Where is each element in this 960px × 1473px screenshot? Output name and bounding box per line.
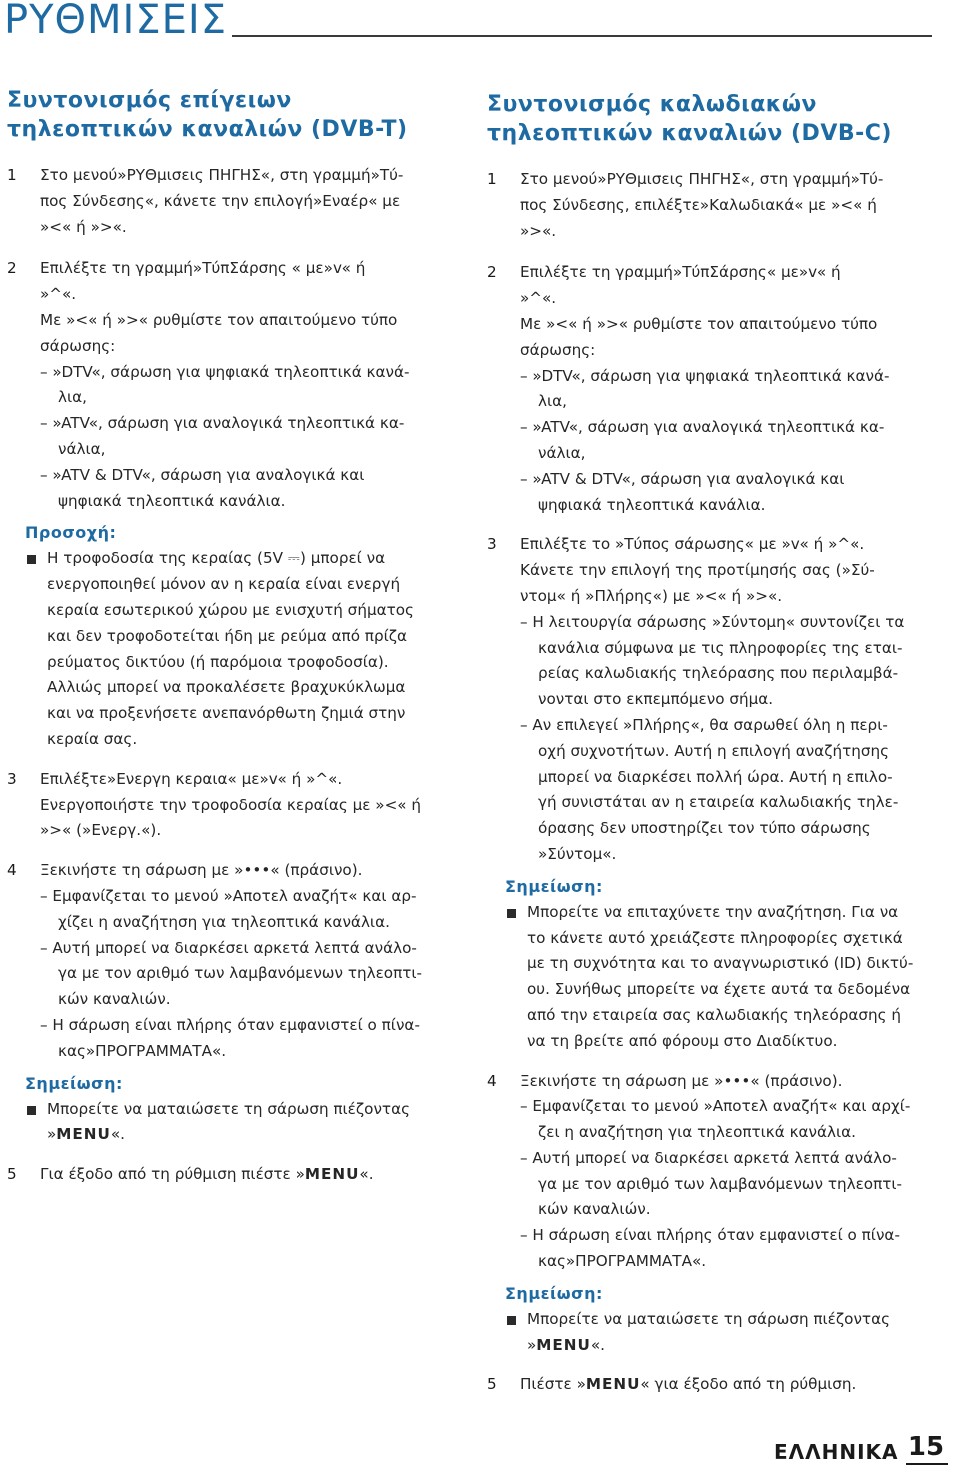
- text-fragment: «.: [590, 1335, 605, 1354]
- text-line: »^«.: [40, 285, 77, 304]
- text-line: [47, 1122, 452, 1148]
- text-line: και δεν τροφοδοτείται ήδη με ρεύμα από πρίζα: [47, 626, 408, 645]
- dash-item-cont: κών καναλιών.: [58, 990, 171, 1009]
- text-line: από την εταιρεία σας καλωδιακής τηλεόρασης ή: [527, 1005, 902, 1024]
- text-line: ενεργοποιηθεί μόνον αν η κεραία είναι ενεργή: [47, 575, 401, 594]
- step-number: 4: [7, 861, 17, 880]
- section-title-dvbc: [487, 90, 935, 148]
- step-2: [7, 256, 452, 514]
- text-line: ρεύματος δικτύου (ή παρόμοια τροφοδοσία).: [47, 652, 389, 671]
- dash-item: – Η λειτουργία σάρωσης »Σύντομη« συντονίζει τα: [520, 612, 905, 631]
- page-number: 15: [907, 1432, 945, 1462]
- dash-item-cont: ζει η αναζήτηση για τηλεοπτικά κανάλια.: [538, 1123, 856, 1142]
- dash-item: – »ATV«, σάρωση για αναλογικά τηλεοπτικά κα-: [520, 418, 885, 437]
- text-line: »<« ή »>«.: [40, 217, 127, 236]
- dash-item: – »ATV & DTV«, σάρωση για αναλογικά και: [40, 465, 365, 484]
- text-line: να τη βρείτε από φόρουμ στο Διαδίκτυο.: [527, 1031, 838, 1050]
- text-line: σάρωσης:: [520, 340, 596, 359]
- text-line: [527, 1333, 935, 1359]
- dash-item-cont: γα με τον αριθμό των λαμβανόμενων τηλεοπτι-: [538, 1174, 903, 1193]
- text-fragment: Πιέστε »: [520, 1375, 586, 1394]
- header-rule: [232, 35, 932, 37]
- text-line: »>«.: [520, 221, 557, 240]
- dash-item-cont: νάλια,: [58, 439, 106, 458]
- step-3: [487, 532, 935, 867]
- dash-item-cont: νάλια,: [538, 443, 586, 462]
- dash-item-cont: κας»ΠΡΟΓΡΑΜΜΑΤΑ«.: [538, 1252, 707, 1271]
- caution-block: [7, 546, 452, 752]
- step-2: [487, 260, 935, 518]
- text-line: Κάνετε την επιλογή της προτίμησής σας (»Σύ-: [520, 561, 875, 580]
- caution-title: Προσοχή:: [25, 523, 117, 543]
- text-line: Η τροφοδοσία της κεραίας (5V ⎓) μπορεί να: [47, 549, 386, 568]
- dash-item-cont: ψηφιακά τηλεοπτικά κανάλια.: [58, 491, 286, 510]
- text-line: Επιλέξτε τη γραμμή»ΤύπΣάρσης« με»v« ή: [520, 263, 841, 282]
- dash-item-cont: γα με τον αριθμό των λαμβανόμενων τηλεοπτι-: [58, 964, 423, 983]
- text-line: Επιλέξτε»Ενεργη κεραια« με»v« ή »^«.: [40, 769, 343, 788]
- text-line: Με »<« ή »>« ρυθμίστε τον απαιτούμενο τύπο: [40, 310, 398, 329]
- text-fragment: Για έξοδο από τη ρύθμιση πιέστε »: [40, 1165, 305, 1184]
- text-line: σάρωσης:: [40, 336, 116, 355]
- text-line: »>« (»Ενεργ.«).: [40, 821, 162, 840]
- text-line: [40, 1162, 452, 1188]
- text-line: κεραία σας.: [47, 729, 138, 748]
- step-number: 5: [7, 1165, 17, 1184]
- dash-item: – »DTV«, σάρωση για ψηφιακά τηλεοπτικά κανά-: [40, 362, 410, 381]
- text-line: Μπορείτε να ματαιώσετε τη σάρωση πιέζοντας: [47, 1099, 411, 1118]
- note-block: [487, 900, 935, 1055]
- text-line: Ενεργοποιήστε την τροφοδοσία κεραίας με »<« ή: [40, 795, 422, 814]
- text-line: Αλλιώς μπορεί να προκαλέσετε βραχυκύκλωμα: [47, 678, 406, 697]
- dash-item-cont: χίζει η αναζήτηση για τηλεοπτικά κανάλια.: [58, 912, 390, 931]
- dash-item-cont: κας»ΠΡΟΓΡΑΜΜΑΤΑ«.: [58, 1041, 227, 1060]
- text-line: Επιλέξτε τη γραμμή»ΤύπΣάρσης « με»v« ή: [40, 259, 366, 278]
- dash-item-cont: γή συνιστάται αν η εταιρεία καλωδιακής τηλε-: [538, 793, 899, 812]
- note-title: Σημείωση:: [505, 876, 603, 896]
- text-line: με τη συχνότητα και το αναγνωριστικό (ID) δικτύ-: [527, 954, 914, 973]
- text-fragment: «.: [110, 1125, 125, 1144]
- dash-item-cont: λια,: [58, 388, 87, 407]
- text-fragment: « για έξοδο από τη ρύθμιση.: [640, 1375, 857, 1394]
- note-title: Σημείωση:: [25, 1073, 123, 1093]
- step-1: [7, 163, 452, 240]
- dash-item: – »ATV & DTV«, σάρωση για αναλογικά και: [520, 469, 845, 488]
- dash-item: – »DTV«, σάρωση για ψηφιακά τηλεοπτικά κανά-: [520, 366, 890, 385]
- menu-key-label: MENU: [304, 1165, 360, 1184]
- step-number: 4: [487, 1071, 497, 1090]
- section-title-line: Συντονισμός επίγειων: [7, 88, 292, 113]
- step-1: [487, 167, 935, 244]
- text-line: Μπορείτε να ματαιώσετε τη σάρωση πιέζοντας: [527, 1309, 891, 1328]
- text-line: Στο μενού»ΡΥΘμισεις ΠΗΓΗΣ«, στη γραμμή»Τύ-: [520, 170, 884, 188]
- text-line: Ξεκινήστε τη σάρωση με »•••« (πράσινο).: [520, 1071, 843, 1090]
- dash-item-cont: κών καναλιών.: [538, 1200, 651, 1219]
- step-number: 1: [7, 166, 17, 184]
- text-line: το κάνετε αυτό χρειάζεστε πληροφορίες σχετικά: [527, 928, 903, 947]
- menu-key-label: MENU: [536, 1335, 591, 1354]
- dash-item: – Αυτή μπορεί να διαρκέσει αρκετά λεπτά ανάλο-: [40, 938, 417, 957]
- text-line: Με »<« ή »>« ρυθμίστε τον απαιτούμενο τύπο: [520, 314, 878, 333]
- dash-item-cont: οχή συχνοτήτων. Αυτή η επιλογή αναζήτησης: [538, 741, 890, 760]
- dash-item-cont: κανάλια σύμφωνα με τις πληροφορίες της εται-: [538, 638, 903, 657]
- note-title: Σημείωση:: [505, 1283, 603, 1303]
- bullet-square-icon: [27, 555, 36, 564]
- section-title-dvbt: [7, 86, 452, 144]
- dash-item: – Εμφανίζεται το μενού »Αποτελ αναζήτ« και αρχί-: [520, 1097, 911, 1116]
- step-number: 3: [7, 769, 17, 788]
- text-line: ου. Συνήθως μπορείτε να έχετε αυτά τα δεδομένα: [527, 980, 911, 999]
- text-line: Στο μενού»ΡΥΘμισεις ΠΗΓΗΣ«, στη γραμμή»Τύ-: [40, 166, 404, 184]
- dash-item: – Εμφανίζεται το μενού »Αποτελ αναζήτ« και αρ-: [40, 886, 417, 905]
- page-title: ΡΥΘΜΙΣΕΙΣ: [4, 0, 227, 43]
- dash-item-cont: νονται στο εκπεμπόμενο σήμα.: [538, 690, 774, 709]
- dash-item: – Αν επιλεγεί »Πλήρης«, θα σαρωθεί όλη η περι-: [520, 715, 888, 734]
- step-4: [487, 1069, 935, 1275]
- dash-item-cont: »Σύντομ«.: [538, 844, 617, 863]
- bullet-square-icon: [507, 909, 516, 918]
- step-number: 2: [487, 263, 497, 282]
- text-line: [520, 1372, 935, 1398]
- text-fragment: »: [47, 1125, 57, 1144]
- menu-key-label: MENU: [585, 1375, 641, 1394]
- dash-item-cont: μπορεί να διαρκέσει πολλή ώρα. Αυτή η επιλο-: [538, 767, 893, 786]
- bullet-square-icon: [507, 1316, 516, 1325]
- bullet-square-icon: [27, 1106, 36, 1115]
- menu-key-label: MENU: [56, 1125, 111, 1144]
- text-line: Επιλέξτε το »Τύπος σάρωσης« με »v« ή »^«.: [520, 535, 865, 554]
- step-3: [7, 767, 452, 844]
- text-line: ντομ« ή »Πλήρης«) με »<« ή »>«.: [520, 586, 783, 605]
- footer-language: ΕΛΛΗΝΙΚΑ: [774, 1440, 899, 1464]
- step-number: 3: [487, 535, 497, 554]
- dash-item-cont: όρασης δεν υποστηρίζει τον τύπο σάρωσης: [538, 819, 871, 838]
- step-number: 2: [7, 259, 17, 278]
- step-5: [7, 1162, 452, 1188]
- note-block: [487, 1307, 935, 1359]
- left-column: [7, 86, 452, 1188]
- text-line: Μπορείτε να επιταχύνετε την αναζήτηση. Για να: [527, 902, 899, 921]
- dash-item-cont: λια,: [538, 392, 567, 411]
- dash-item: – Αυτή μπορεί να διαρκέσει αρκετά λεπτά ανάλο-: [520, 1148, 897, 1167]
- dash-item-cont: ψηφιακά τηλεοπτικά κανάλια.: [538, 495, 766, 514]
- text-line: πος Σύνδεσης«, κάνετε την επιλογή»Εναέρ« με: [40, 191, 401, 210]
- text-line: και να προξενήσετε ανεπανόρθωτη ζημιά στην: [47, 704, 406, 723]
- section-title-line: Συντονισμός καλωδιακών: [487, 92, 818, 117]
- dash-item: – »ATV«, σάρωση για αναλογικά τηλεοπτικά κα-: [40, 414, 405, 433]
- footer-rule: [906, 1463, 948, 1465]
- note-block: [7, 1097, 452, 1149]
- text-fragment: »: [527, 1335, 537, 1354]
- step-5: [487, 1372, 935, 1398]
- step-number: 5: [487, 1375, 497, 1394]
- text-line: πος Σύνδεσης, επιλέξτε»Καλωδιακά« με »<« ή: [520, 195, 877, 214]
- dash-item: – Η σάρωση είναι πλήρης όταν εμφανιστεί ο πίνα-: [520, 1226, 900, 1245]
- text-line: »^«.: [520, 289, 557, 308]
- step-4: [7, 858, 452, 1064]
- text-line: Ξεκινήστε τη σάρωση με »•••« (πράσινο).: [40, 861, 363, 880]
- text-fragment: «.: [359, 1165, 374, 1184]
- dash-item-cont: ρείας καλωδιακής τηλεόρασης που περιλαμβά-: [538, 664, 899, 683]
- right-column: [487, 86, 935, 1398]
- section-title-line: τηλεοπτικών καναλιών (DVB-C): [487, 121, 892, 146]
- step-number: 1: [487, 170, 497, 188]
- section-title-line: τηλεοπτικών καναλιών (DVB-T): [7, 117, 408, 142]
- dash-item: – Η σάρωση είναι πλήρης όταν εμφανιστεί ο πίνα-: [40, 1015, 420, 1034]
- text-line: κεραία εσωτερικού χώρου με ενισχυτή σήματος: [47, 600, 414, 619]
